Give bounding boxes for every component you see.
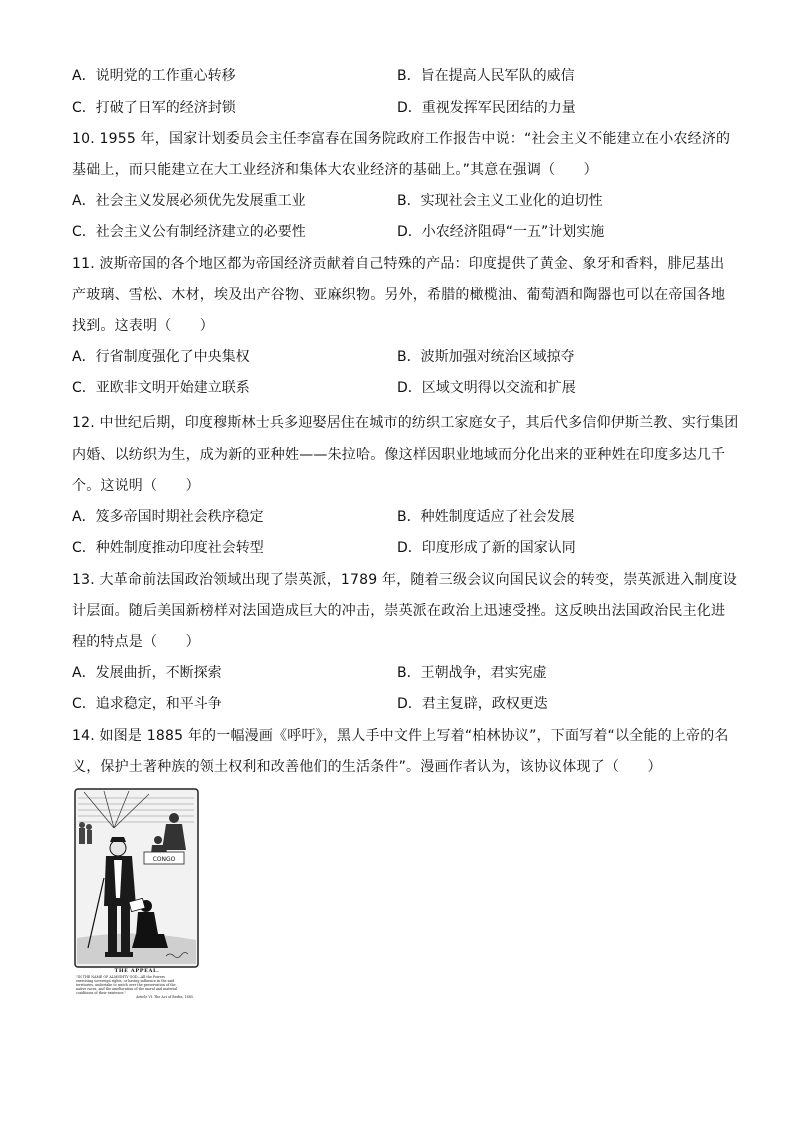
q12-stem-line-2: 内婚、以纺织为生，成为新的亚种姓——朱拉哈。像这样因职业地域而分化出来的亚种姓在印度多达几千 [72, 447, 726, 463]
q12-option-a[interactable]: A．笈多帝国时期社会秩序稳定 [72, 509, 264, 525]
q13-stem-line-2: 计层面。随后美国新榜样对法国造成巨大的冲击，崇英派在政治上迅速受挫。这反映出法国政治民主化进 [72, 603, 726, 619]
q13-option-c[interactable]: C．追求稳定，和平斗争 [72, 696, 222, 712]
q13-stem-line-3: 程的特点是（ ） [72, 634, 200, 650]
q13-option-d[interactable]: D．君主复辟，政权更迭 [397, 696, 548, 712]
cartoon-caption-line-5: conditions of their existence." [76, 991, 126, 995]
cartoon-caption-line-3: territories, undertake to watch over the preservation of the [76, 983, 176, 987]
q10-stem-line-1: 10. 1955 年，国家计划委员会主任李富春在国务院政府工作报告中说：“社会主义不能建立在小农经济的 [72, 131, 731, 147]
q12-option-b[interactable]: B．种姓制度适应了社会发展 [397, 509, 575, 525]
q12-stem-line-3: 个。这说明（ ） [72, 478, 200, 494]
q11-option-c[interactable]: C．亚欧非文明开始建立联系 [72, 380, 250, 396]
q12-option-d[interactable]: D．印度形成了新的国家认同 [397, 540, 576, 556]
q10-option-a[interactable]: A．社会主义发展必须优先发展重工业 [72, 193, 306, 209]
q9-option-c[interactable]: C．打破了日军的经济封锁 [72, 100, 236, 116]
q14-stem-line-2: 义，保护土著种族的领土权利和改善他们的生活条件”。漫画作者认为，该协议体现了（ ） [72, 759, 662, 775]
cartoon-caption-title: THE APPEAL. [114, 968, 160, 974]
q11-option-a[interactable]: A．行省制度强化了中央集权 [72, 349, 250, 365]
cartoon-sign-text: CONGO [152, 856, 176, 863]
q14-stem-line-1: 14. 如图是 1885 年的一幅漫画《呼吁》，黑人手中文件上写着“柏林协议”，下面写着“以全能的上帝的名 [72, 728, 729, 744]
cartoon-caption-source: Article VI. The Act of Berlin, 1885. [136, 995, 194, 999]
q13-option-b[interactable]: B．王朝战争，君实宪虚 [397, 665, 547, 681]
q10-option-b[interactable]: B．实现社会主义工业化的迫切性 [397, 193, 603, 209]
q9-option-b[interactable]: B．旨在提高人民军队的威信 [397, 68, 575, 84]
q11-option-d[interactable]: D．区域文明得以交流和扩展 [397, 380, 576, 396]
cartoon-caption-body [76, 975, 200, 999]
q10-option-c[interactable]: C．社会主义公有制经济建立的必要性 [72, 224, 306, 240]
cartoon-the-appeal [74, 788, 200, 1002]
cartoon-caption-line-4: native races, and the amelioration of the moral and material [76, 987, 178, 991]
q9-option-d[interactable]: D．重视发挥军民团结的力量 [397, 100, 576, 116]
q9-option-a[interactable]: A．说明党的工作重心转移 [72, 68, 236, 84]
q11-stem-line-1: 11. 波斯帝国的各个地区都为帝国经济贡献着自己特殊的产品：印度提供了黄金、象牙和香料，腓尼基出 [72, 256, 725, 272]
q10-stem-line-2: 基础上，而只能建立在大工业经济和集体大农业经济的基础上。”其意在强调（ ） [72, 162, 598, 178]
q12-stem-line-1: 12. 中世纪后期，印度穆斯林士兵多迎娶居住在城市的纺织工家庭女子，其后代多信仰伊斯兰教、实行集团 [72, 415, 739, 431]
q11-stem-line-2: 产玻璃、雪松、木材，埃及出产谷物、亚麻织物。另外，希腊的橄榄油、葡萄酒和陶器也可以在帝国各地 [72, 287, 726, 303]
cartoon-caption-line-1: "IN THE NAME OF ALMIGHTY GOD—All the Powers [76, 975, 165, 979]
q11-stem-line-3: 找到。这表明（ ） [72, 318, 214, 334]
q11-option-b[interactable]: B．波斯加强对统治区域掠夺 [397, 349, 575, 365]
q10-option-d[interactable]: D．小农经济阻碍“一五”计划实施 [397, 224, 605, 240]
q12-option-c[interactable]: C．种姓制度推动印度社会转型 [72, 540, 264, 556]
cartoon-caption-line-2: exercising sovereign rights, or having influence in the said [76, 979, 175, 983]
q13-option-a[interactable]: A．发展曲折，不断探索 [72, 665, 222, 681]
q13-stem-line-1: 13. 大革命前法国政治领域出现了崇英派，1789 年，随着三级会议向国民议会的转变，崇英派进入制度设 [72, 572, 737, 588]
